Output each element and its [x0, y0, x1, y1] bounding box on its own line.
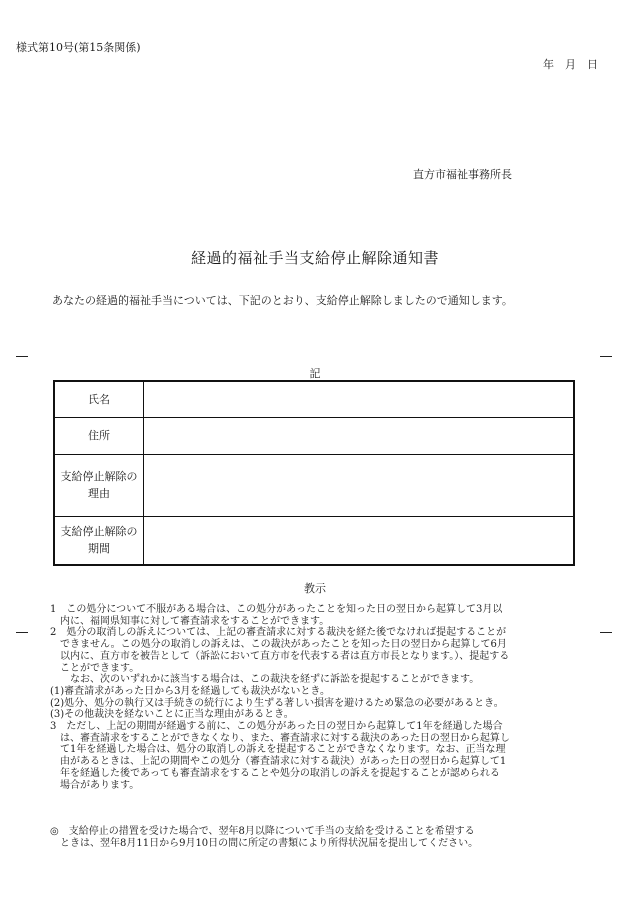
- note-line: 場合があります。: [50, 779, 140, 791]
- note-line: (2)処分、処分の執行又は手続きの続行により生ずる著しい損害を避けるため緊急の必要があるとき。: [50, 697, 504, 709]
- footer-note: [50, 826, 478, 850]
- label-reason: 支給停止解除の 理由: [54, 454, 144, 516]
- period-field[interactable]: [144, 516, 575, 565]
- note-line: (3)その他裁決を経ないことに正当な理由があるとき。: [50, 709, 294, 721]
- table-row: [54, 417, 574, 454]
- kyoji-heading: 教示: [304, 582, 326, 595]
- info-table: [53, 380, 575, 566]
- note-line: 以内に、直方市を被告として（訴訟において直方市を代表する者は直方市長となります。）、提起する: [50, 650, 510, 662]
- fold-mark-left-lower: [16, 632, 28, 633]
- fold-mark-right-upper: [600, 356, 612, 357]
- note-line: なお、次のいずれかに該当する場合は、この裁決を経ずに訴訟を提起することができます。: [50, 674, 480, 686]
- reason-field[interactable]: [144, 454, 575, 516]
- note-line: て1年を経過した場合は、処分の取消しの訴えを提起することができなくなります。なお、正当な理: [50, 744, 506, 756]
- note-line: 1 この処分について不服がある場合は、この処分があったことを知った日の翌日から起算して3月以: [50, 604, 503, 615]
- table-row: [54, 516, 574, 565]
- date-line: 年 月 日: [543, 58, 598, 71]
- address-field[interactable]: [144, 417, 575, 454]
- issuer-name: 直方市福祉事務所長: [413, 168, 512, 181]
- label-name: 氏名: [54, 381, 144, 417]
- note-line: 3 ただし、上記の期間が経過する前に、この処分があった日の翌日から起算して1年を経過した場合: [50, 721, 503, 733]
- label-period: 支給停止解除の 期間: [54, 516, 144, 565]
- name-field[interactable]: [144, 381, 575, 417]
- ki-heading: 記: [309, 367, 321, 380]
- note-line: 年を経過した後であっても審査請求をすることや処分の取消しの訴えを提起することが認められる: [50, 767, 500, 779]
- label-address: 住所: [54, 417, 144, 454]
- note-line: は、審査請求をすることができなくなり、また、審査請求に対する裁決のあった日の翌日から起算し: [50, 732, 510, 744]
- kyoji-notes: [50, 604, 590, 791]
- note-line: (1)審査請求があった日から3月を経過しても裁決がないとき。: [50, 685, 331, 697]
- note-line: できません。この処分の取消しの訴えは、この裁決があったことを知った日の翌日から起算して6月: [50, 639, 507, 651]
- note-line: ことができます。: [50, 662, 140, 674]
- note-line: 由があるときは、上記の期間やこの処分（審査請求に対する裁決）があった日の翌日から起算して1: [50, 756, 507, 768]
- form-number: 様式第10号(第15条関係): [16, 41, 141, 54]
- table-row: [54, 454, 574, 516]
- note-line: 2 処分の取消しの訴えについては、上記の審査請求に対する裁決を経た後でなければ提起することが: [50, 627, 507, 639]
- fold-mark-right-lower: [600, 632, 612, 633]
- lead-paragraph: あなたの経過的福祉手当については、下記のとおり、支給停止解除しましたので通知します。: [52, 294, 513, 307]
- fold-mark-left-upper: [16, 356, 28, 357]
- footer-line: ときは、翌年8月11日から9月10日の間に所定の書類により所得状況届を提出してください。: [50, 838, 479, 849]
- table-row: [54, 381, 574, 417]
- note-line: 内に、福岡県知事に対して審査請求をすることができます。: [50, 615, 330, 627]
- document-title: 経過的福祉手当支給停止解除通知書: [190, 249, 439, 267]
- footer-line: ◎ 支給停止の措置を受けた場合で、翌年8月以降について手当の支給を受けることを希望する: [50, 826, 475, 837]
